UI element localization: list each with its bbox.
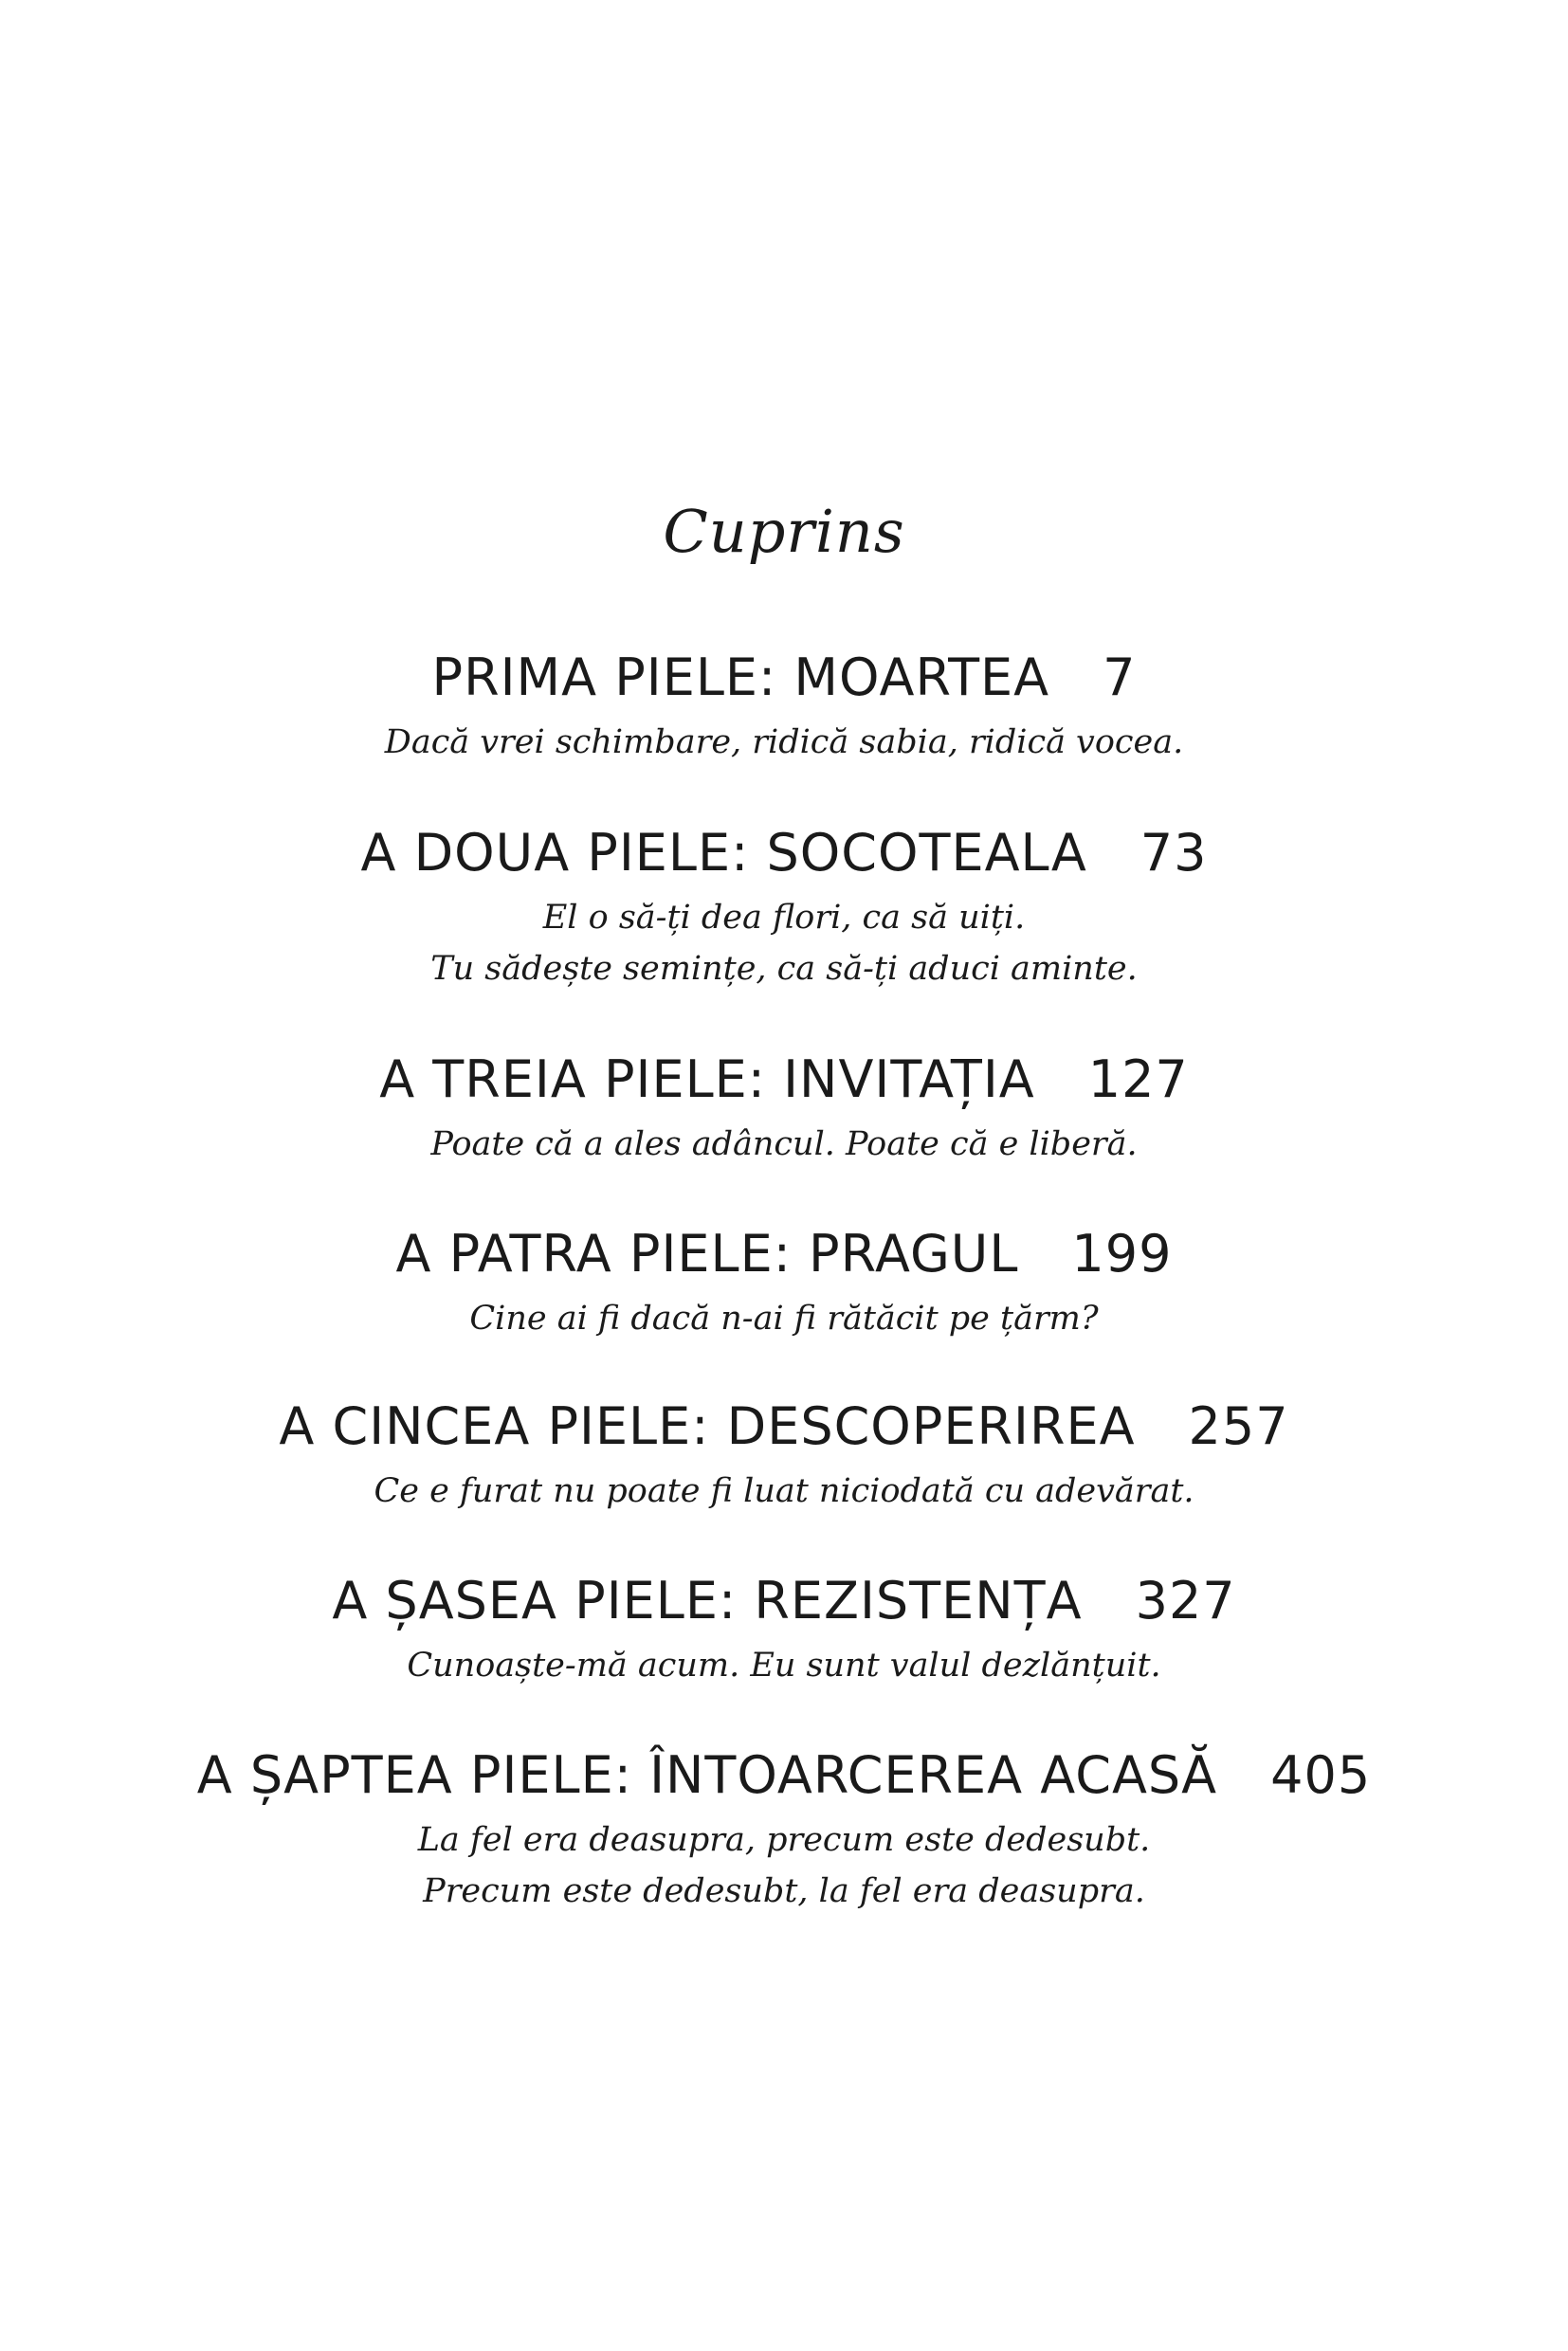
page-number: 7: [1103, 647, 1137, 707]
chapter-epigraph: Cine ai fi dacă n-ai fi rătăcit pe țărm?: [469, 1300, 1099, 1338]
chapter-epigraph: Cunoaște-mă acum. Eu sunt valul dezlănțuit.: [407, 1647, 1161, 1685]
page-number: 327: [1135, 1571, 1236, 1631]
page-number: 73: [1140, 823, 1208, 883]
page-title: Cuprins: [663, 497, 905, 566]
chapter-heading: [0, 1224, 1568, 1284]
page-number: 127: [1087, 1049, 1189, 1109]
page-number: 405: [1270, 1745, 1372, 1805]
toc-entry: [0, 1396, 1568, 1517]
toc-entry: [0, 1049, 1568, 1170]
toc-entry: [0, 823, 1568, 994]
chapter-title: A TREIA PIELE: INVITAȚIA: [379, 1049, 1035, 1109]
chapter-title: A PATRA PIELE: PRAGUL: [395, 1224, 1019, 1284]
chapter-epigraph: Ce e furat nu poate fi luat niciodată cu adevărat.: [374, 1472, 1194, 1510]
chapter-heading: [0, 1571, 1568, 1631]
chapter-heading: [0, 1049, 1568, 1109]
chapter-epigraph: Tu sădește semințe, ca să-ți aduci aminte.: [430, 950, 1138, 988]
toc-entry: [0, 1224, 1568, 1344]
page-number: 257: [1188, 1396, 1289, 1456]
chapter-heading: [0, 1396, 1568, 1456]
page-number: 199: [1071, 1224, 1173, 1284]
chapter-title: A ȘASEA PIELE: REZISTENȚA: [332, 1571, 1083, 1631]
chapter-heading: [0, 823, 1568, 883]
chapter-title: A ȘAPTEA PIELE: ÎNTOARCEREA ACASĂ: [196, 1745, 1218, 1805]
chapter-title: PRIMA PIELE: MOARTEA: [431, 647, 1050, 707]
toc-entry: [0, 1571, 1568, 1691]
chapter-epigraph: Precum este dedesubt, la fel era deasupra.: [423, 1872, 1145, 1910]
chapter-epigraph: Poate că a ales adâncul. Poate că e liberă.: [430, 1125, 1138, 1163]
chapter-epigraph: Dacă vrei schimbare, ridică sabia, ridică vocea.: [384, 723, 1184, 761]
toc-entry: [0, 1745, 1568, 1917]
chapter-title: A DOUA PIELE: SOCOTEALA: [360, 823, 1087, 883]
chapter-title: A CINCEA PIELE: DESCOPERIREA: [279, 1396, 1136, 1456]
chapter-epigraph: El o să-ți dea flori, ca să uiți.: [542, 899, 1026, 937]
chapter-epigraph: La fel era deasupra, precum este dedesubt.: [417, 1821, 1151, 1859]
chapter-heading: [0, 1745, 1568, 1805]
chapter-heading: [0, 647, 1568, 707]
toc-entry: [0, 647, 1568, 768]
